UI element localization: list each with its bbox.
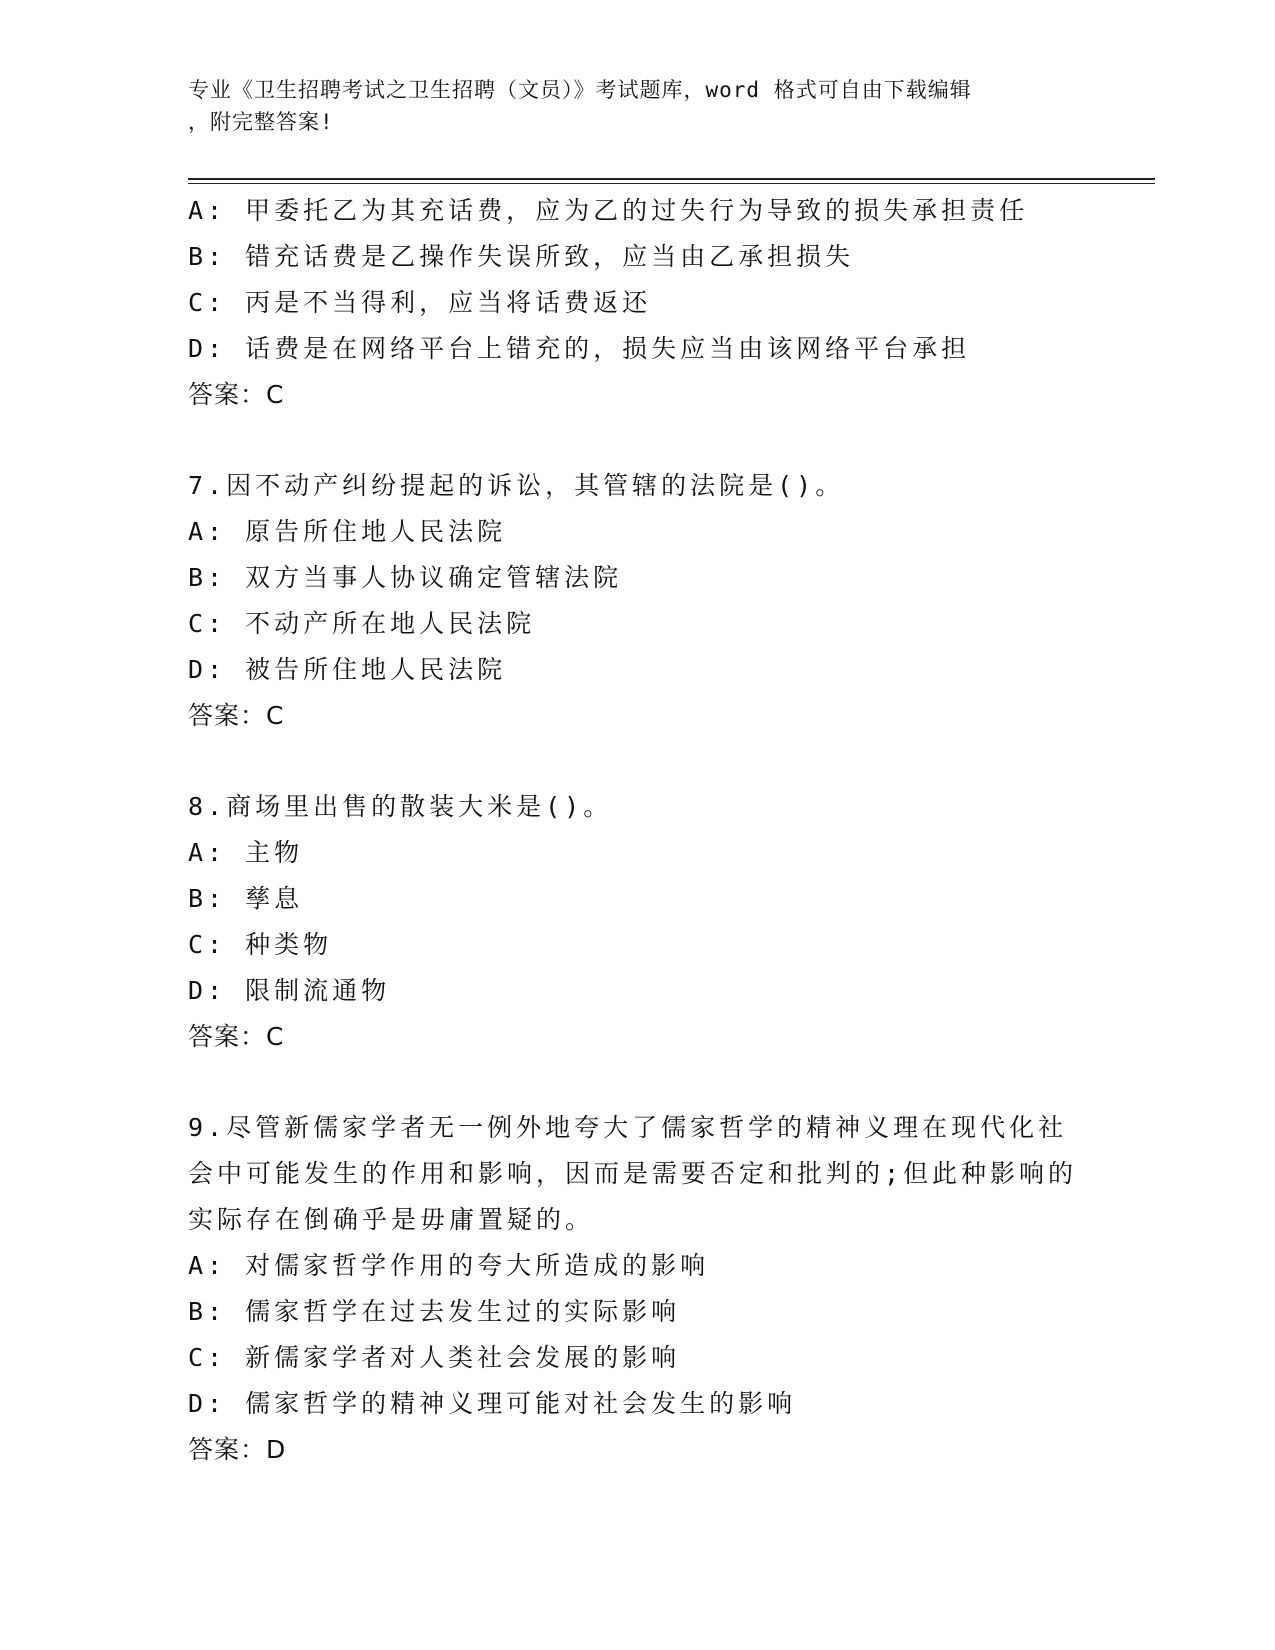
option-a: A: 甲委托乙为其充话费，应为乙的过失行为导致的损失承担责任 [188,196,1029,225]
answer: 答案：D [188,1435,287,1464]
option-c: C: 不动产所在地人民法院 [188,609,536,638]
question-text-line: 会中可能发生的作用和影响，因而是需要否定和批判的;但此种影响的 [188,1159,1078,1188]
question-9 [188,1105,1088,1473]
question-7 [188,463,1088,739]
option-d: D: 儒家哲学的精神义理可能对社会发生的影响 [188,1389,797,1418]
question-text: 7.因不动产纠纷提起的诉讼，其管辖的法院是()。 [188,471,845,500]
option-d: D: 被告所住地人民法院 [188,655,507,684]
header-line-1: 专业《卫生招聘考试之卫生招聘（文员）》考试题库，word 格式可自由下载编辑 [188,78,972,102]
answer: 答案：C [188,380,285,409]
answer: 答案：C [188,701,285,730]
option-c: C: 丙是不当得利，应当将话费返还 [188,288,652,317]
header-divider-thin [188,183,1155,184]
question-text: 8.商场里出售的散装大米是()。 [188,792,613,821]
option-a: A: 主物 [188,838,304,867]
option-a: A: 对儒家哲学作用的夸大所造成的影响 [188,1251,710,1280]
answer: 答案：C [188,1022,285,1051]
option-c: C: 种类物 [188,930,333,959]
question-text-line: 9.尽管新儒家学者无一例外地夸大了儒家哲学的精神义理在现代化社 [188,1113,1068,1142]
question-text [188,1105,1088,1243]
question-8 [188,784,1088,1060]
option-b: B: 孳息 [188,884,304,913]
option-d: D: 话费是在网络平台上错充的，损失应当由该网络平台承担 [188,334,971,363]
option-b: B: 错充话费是乙操作失误所致，应当由乙承担损失 [188,242,855,271]
question-6 [188,188,1088,418]
header-divider-thick [188,178,1155,180]
document-header [188,74,1068,138]
option-b: B: 儒家哲学在过去发生过的实际影响 [188,1297,681,1326]
question-text-line: 实际存在倒确乎是毋庸置疑的。 [188,1205,595,1234]
option-b: B: 双方当事人协议确定管辖法院 [188,563,623,592]
option-c: C: 新儒家学者对人类社会发展的影响 [188,1343,681,1372]
question-list [188,188,1088,1473]
option-a: A: 原告所住地人民法院 [188,517,507,546]
header-line-2: ，附完整答案! [188,110,334,134]
option-d: D: 限制流通物 [188,976,391,1005]
